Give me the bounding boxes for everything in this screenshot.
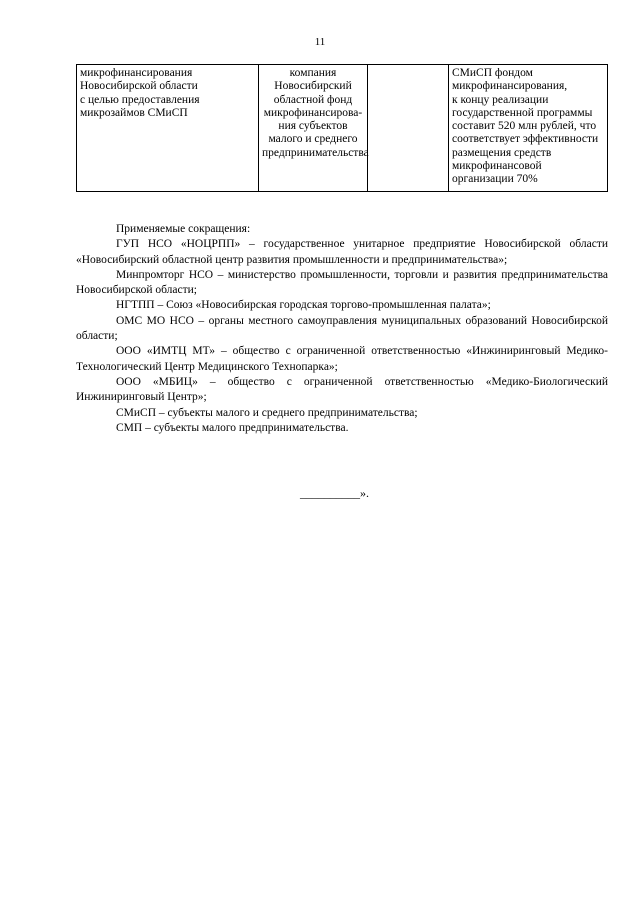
cell-line: к концу реализации (452, 93, 549, 106)
cell-line: микрофинансовой (452, 160, 542, 173)
cell-line: составит 520 млн рублей, что (452, 120, 597, 133)
cell-line: микрофинансирования, (452, 80, 568, 93)
cell-line: микрофинансирования (80, 67, 193, 79)
cell-line: микрозаймов СМиСП (80, 106, 188, 119)
cell-line: малого и среднего (268, 133, 358, 146)
cell-line: ния субъектов (278, 120, 348, 133)
cell-line: размещения средств (452, 146, 552, 159)
abbreviations-heading: Применяемые сокращения: (116, 223, 251, 235)
cell-line: соответствует эффективности (452, 133, 599, 146)
abbreviation-item: ГУП НСО «НОЦРПП» – государственное унитарное предприятие Новосибирской области «Новосибирский областной центр развития промышленности и предпринимательства»; (76, 238, 608, 266)
cell-line: государственной программы (452, 106, 593, 119)
abbreviation-item: НГТПП – Союз «Новосибирская городская торгово-промышленная палата»; (116, 299, 491, 312)
cell-line: СМиСП фондом (452, 67, 533, 79)
table-cell-executor (259, 65, 368, 192)
table-row (77, 65, 608, 192)
cell-line: с целью предоставления (80, 93, 200, 106)
cell-line: предпринимательства (262, 146, 369, 159)
table-cell-result (449, 65, 608, 192)
abbreviation-item: СМиСП – субъекты малого и среднего предпринимательства; (116, 406, 418, 419)
cell-line: Новосибирской области (80, 80, 198, 93)
closing-mark: __________». (300, 486, 369, 500)
cell-line: организации 70% (452, 173, 538, 186)
table-cell-empty (368, 65, 449, 192)
cell-line: Новосибирский (274, 80, 352, 93)
abbreviation-item: ООО «ИМТЦ МТ» – общество с ограниченной ответственностью «Инжиниринговый Медико-Технологический Центр Медицинского Технопарка»; (76, 345, 608, 373)
abbreviation-item: ОМС МО НСО – органы местного самоуправления муниципальных образований Новосибирской области; (76, 314, 608, 343)
page-number: 11 (314, 36, 326, 48)
continued-table (76, 64, 608, 192)
table-cell-measure (77, 65, 259, 192)
abbreviation-item: Минпромторг НСО – министерство промышленности, торговли и развития предпринимательства Новосибирской области; (76, 268, 608, 297)
abbreviation-item: ООО «МБИЦ» – общество с ограниченной ответственностью «Медико-Биологический Инжиниринговый Центр»; (76, 375, 608, 404)
abbreviation-item: СМП – субъекты малого предпринимательства. (116, 421, 349, 434)
cell-line: областной фонд (273, 93, 353, 106)
cell-line: компания (289, 67, 337, 79)
abbreviations-section (76, 222, 608, 436)
cell-line: микрофинансирова- (263, 106, 363, 119)
